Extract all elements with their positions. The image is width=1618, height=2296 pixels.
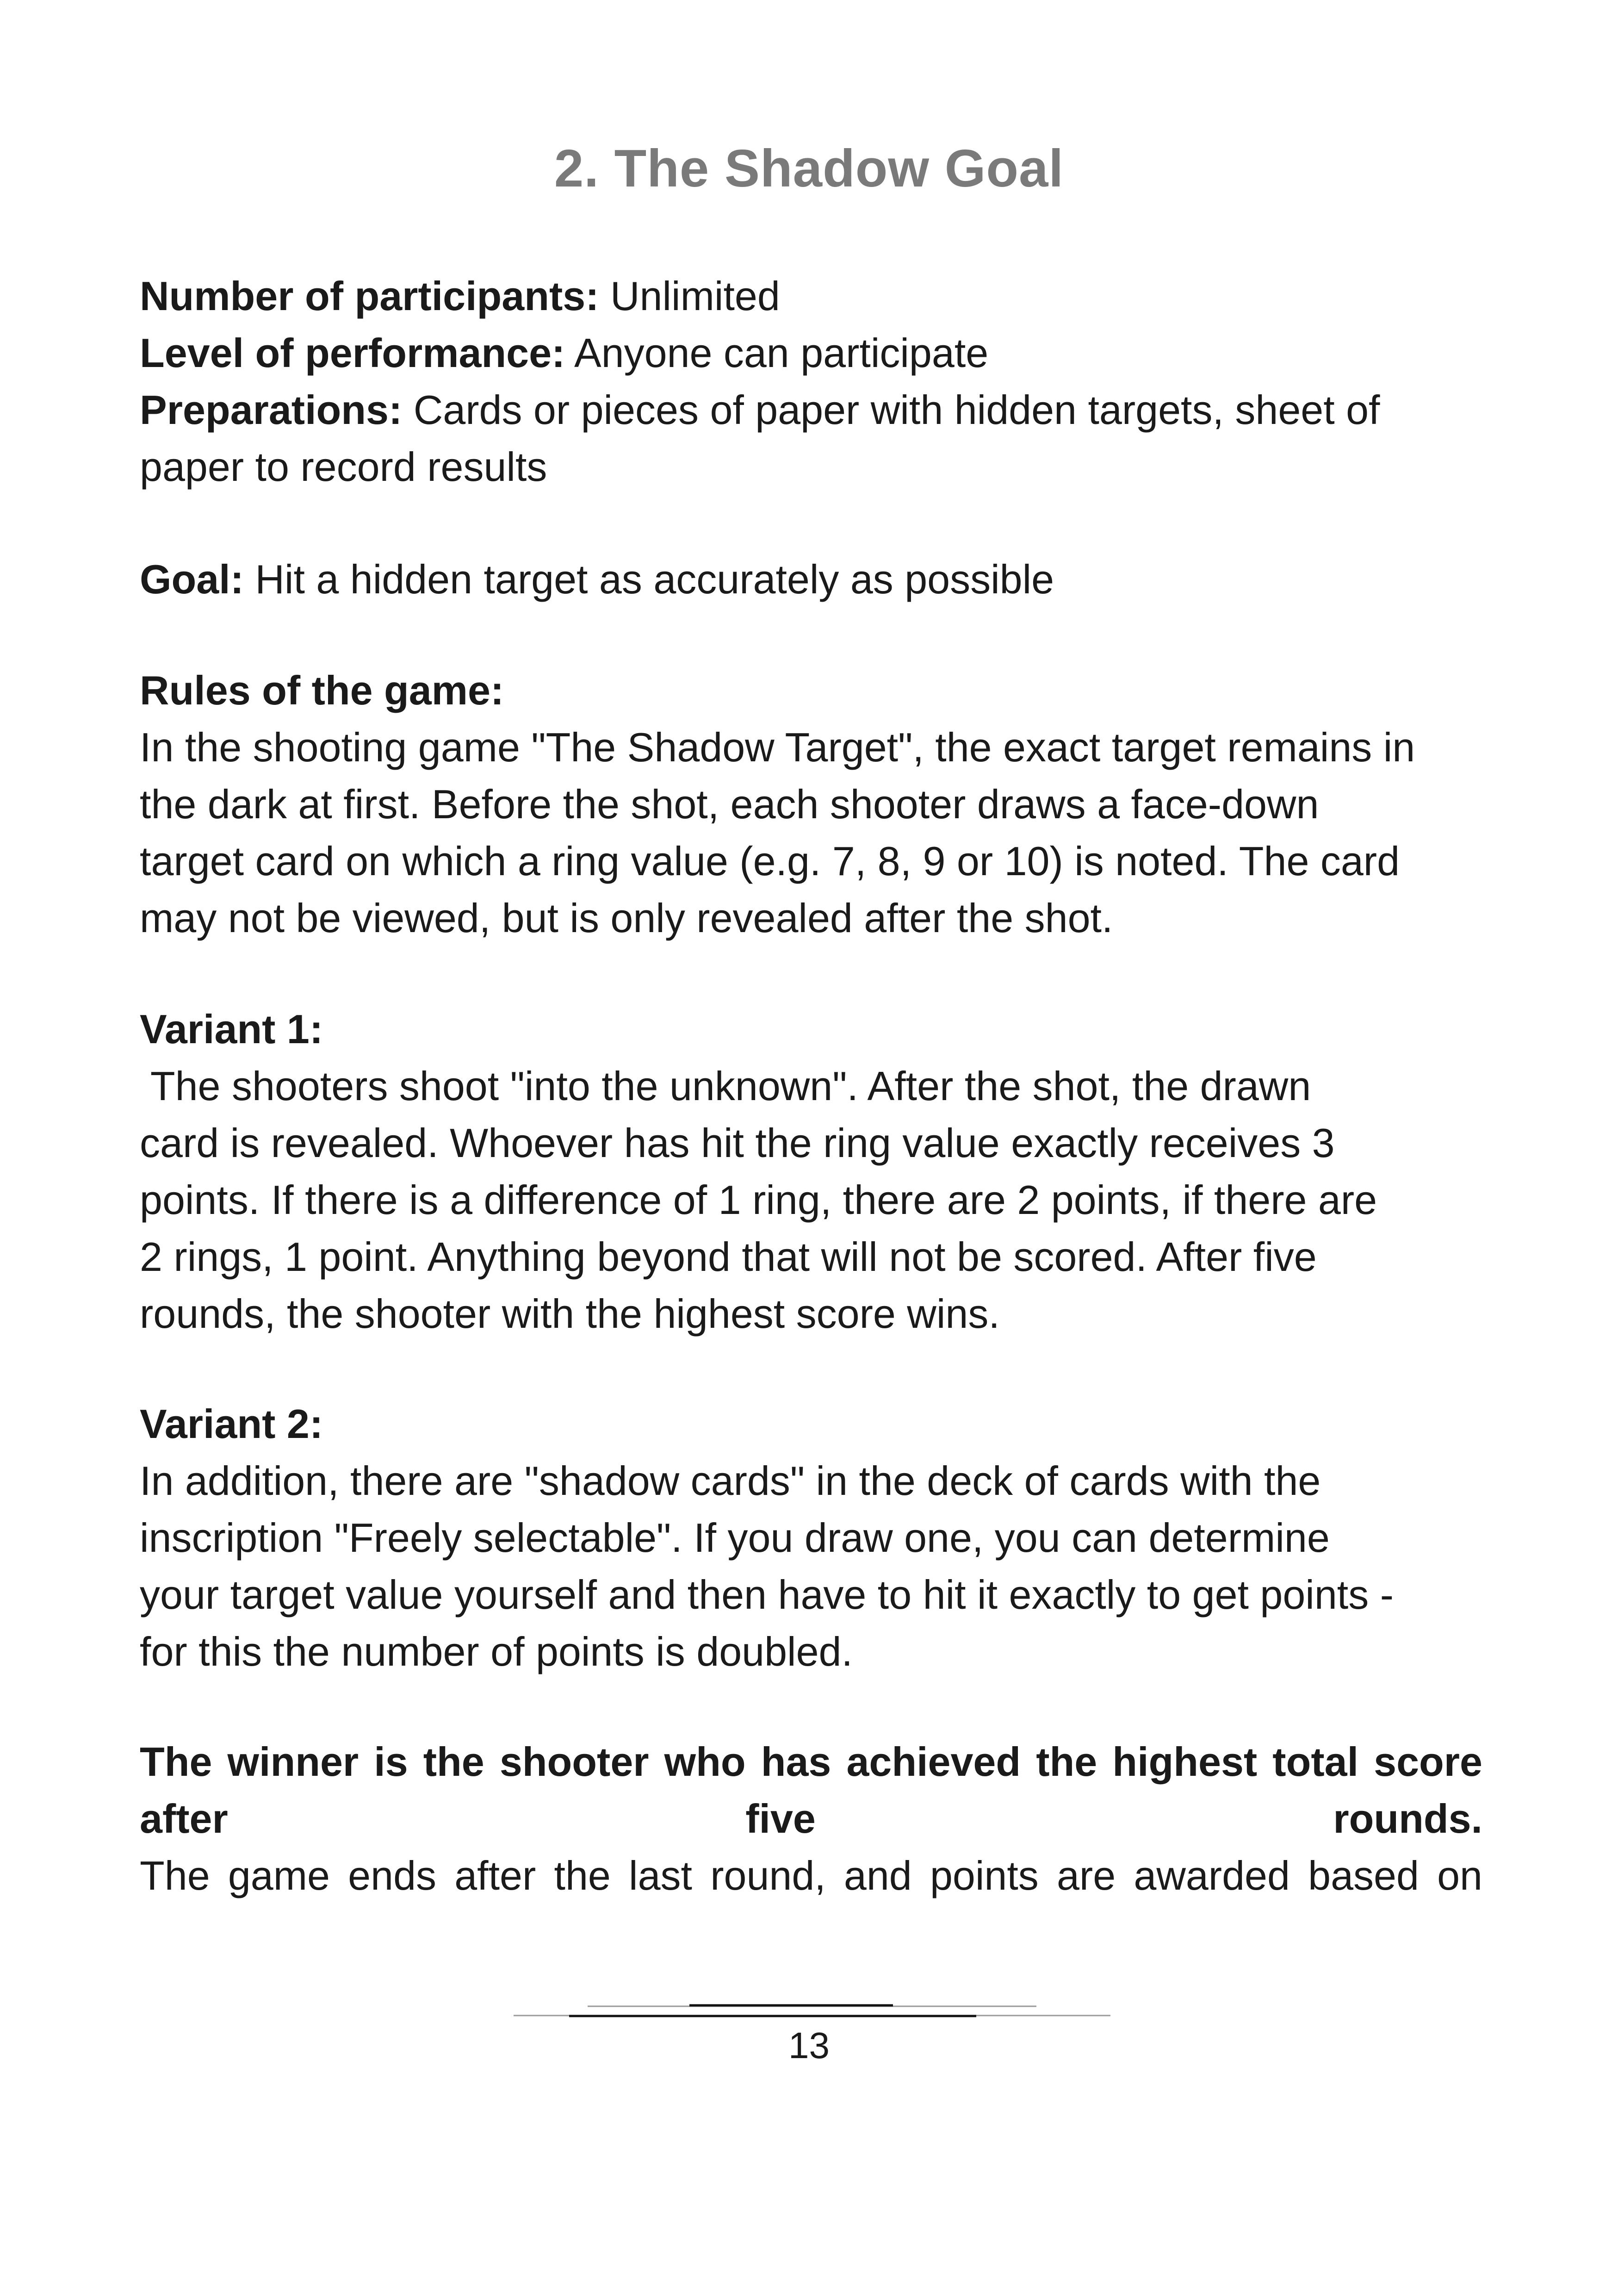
winner-line-2 bbox=[140, 1790, 1482, 1847]
level-value: Anyone can participate bbox=[565, 330, 989, 376]
variant-2-heading: Variant 2: bbox=[140, 1401, 323, 1447]
preparations-line bbox=[140, 381, 1482, 438]
preparations-value: Cards or pieces of paper with hidden targets, sheet of bbox=[402, 387, 1380, 433]
game-info bbox=[140, 268, 1482, 495]
goal-section bbox=[140, 551, 1482, 608]
winner-line-1: The winner is the shooter who has achieved the highest total score bbox=[140, 1739, 1482, 1785]
participants-label: Number of participants: bbox=[140, 273, 599, 319]
goal-value: Hit a hidden target as accurately as possible bbox=[243, 556, 1054, 602]
level-line bbox=[140, 324, 1482, 381]
level-label: Level of performance: bbox=[140, 330, 565, 376]
variant-1-line: rounds, the shooter with the highest score wins. bbox=[140, 1291, 1000, 1337]
variant-2-line: inscription "Freely selectable". If you draw one, you can determine bbox=[140, 1515, 1330, 1561]
rules-line: target card on which a ring value (e.g. 7, 8, 9 or 10) is noted. The card bbox=[140, 838, 1400, 884]
goal-label: Goal: bbox=[140, 556, 244, 602]
variant-2-line: your target value yourself and then have to hit it exactly to get points - bbox=[140, 1572, 1394, 1618]
variant-1-line: card is revealed. Whoever has hit the ring value exactly receives 3 bbox=[140, 1120, 1335, 1166]
participants-line bbox=[140, 268, 1482, 324]
rules-heading: Rules of the game: bbox=[140, 667, 504, 713]
variant-2-line: In addition, there are "shadow cards" in the deck of cards with the bbox=[140, 1458, 1321, 1504]
rules-line: may not be viewed, but is only revealed after the shot. bbox=[140, 895, 1113, 941]
rules-section bbox=[140, 662, 1482, 946]
goal-line bbox=[140, 551, 1482, 608]
rules-line: In the shooting game "The Shadow Target", the exact target remains in bbox=[140, 724, 1415, 770]
variant-1-heading: Variant 1: bbox=[140, 1006, 323, 1052]
variant-2-line: for this the number of points is doubled. bbox=[140, 1629, 853, 1674]
variant-1-line: The shooters shoot "into the unknown". After the shot, the drawn bbox=[140, 1063, 1311, 1109]
variant-1-line: 2 rings, 1 point. Anything beyond that will not be scored. After five bbox=[140, 1234, 1317, 1280]
preparations-label: Preparations: bbox=[140, 387, 403, 433]
variant-1-line: points. If there is a difference of 1 ring, there are 2 points, if there are bbox=[140, 1177, 1377, 1223]
winner-word: rounds. bbox=[1333, 1796, 1482, 1842]
participants-value: Unlimited bbox=[599, 273, 780, 319]
page-number: 13 bbox=[788, 2025, 830, 2066]
footer-divider bbox=[514, 2002, 1115, 2020]
winner-word: five bbox=[745, 1796, 816, 1842]
final-line: The game ends after the last round, and points are awarded based on bbox=[140, 1853, 1482, 1898]
variant-1-section bbox=[140, 1001, 1482, 1342]
winner-word: after bbox=[140, 1796, 228, 1842]
variant-2-section bbox=[140, 1395, 1482, 1680]
rules-line: the dark at first. Before the shot, each shooter draws a face-down bbox=[140, 781, 1319, 827]
preparations-line-2: paper to record results bbox=[140, 444, 547, 490]
winner-section bbox=[140, 1733, 1482, 1904]
page-title: 2. The Shadow Goal bbox=[554, 139, 1064, 198]
